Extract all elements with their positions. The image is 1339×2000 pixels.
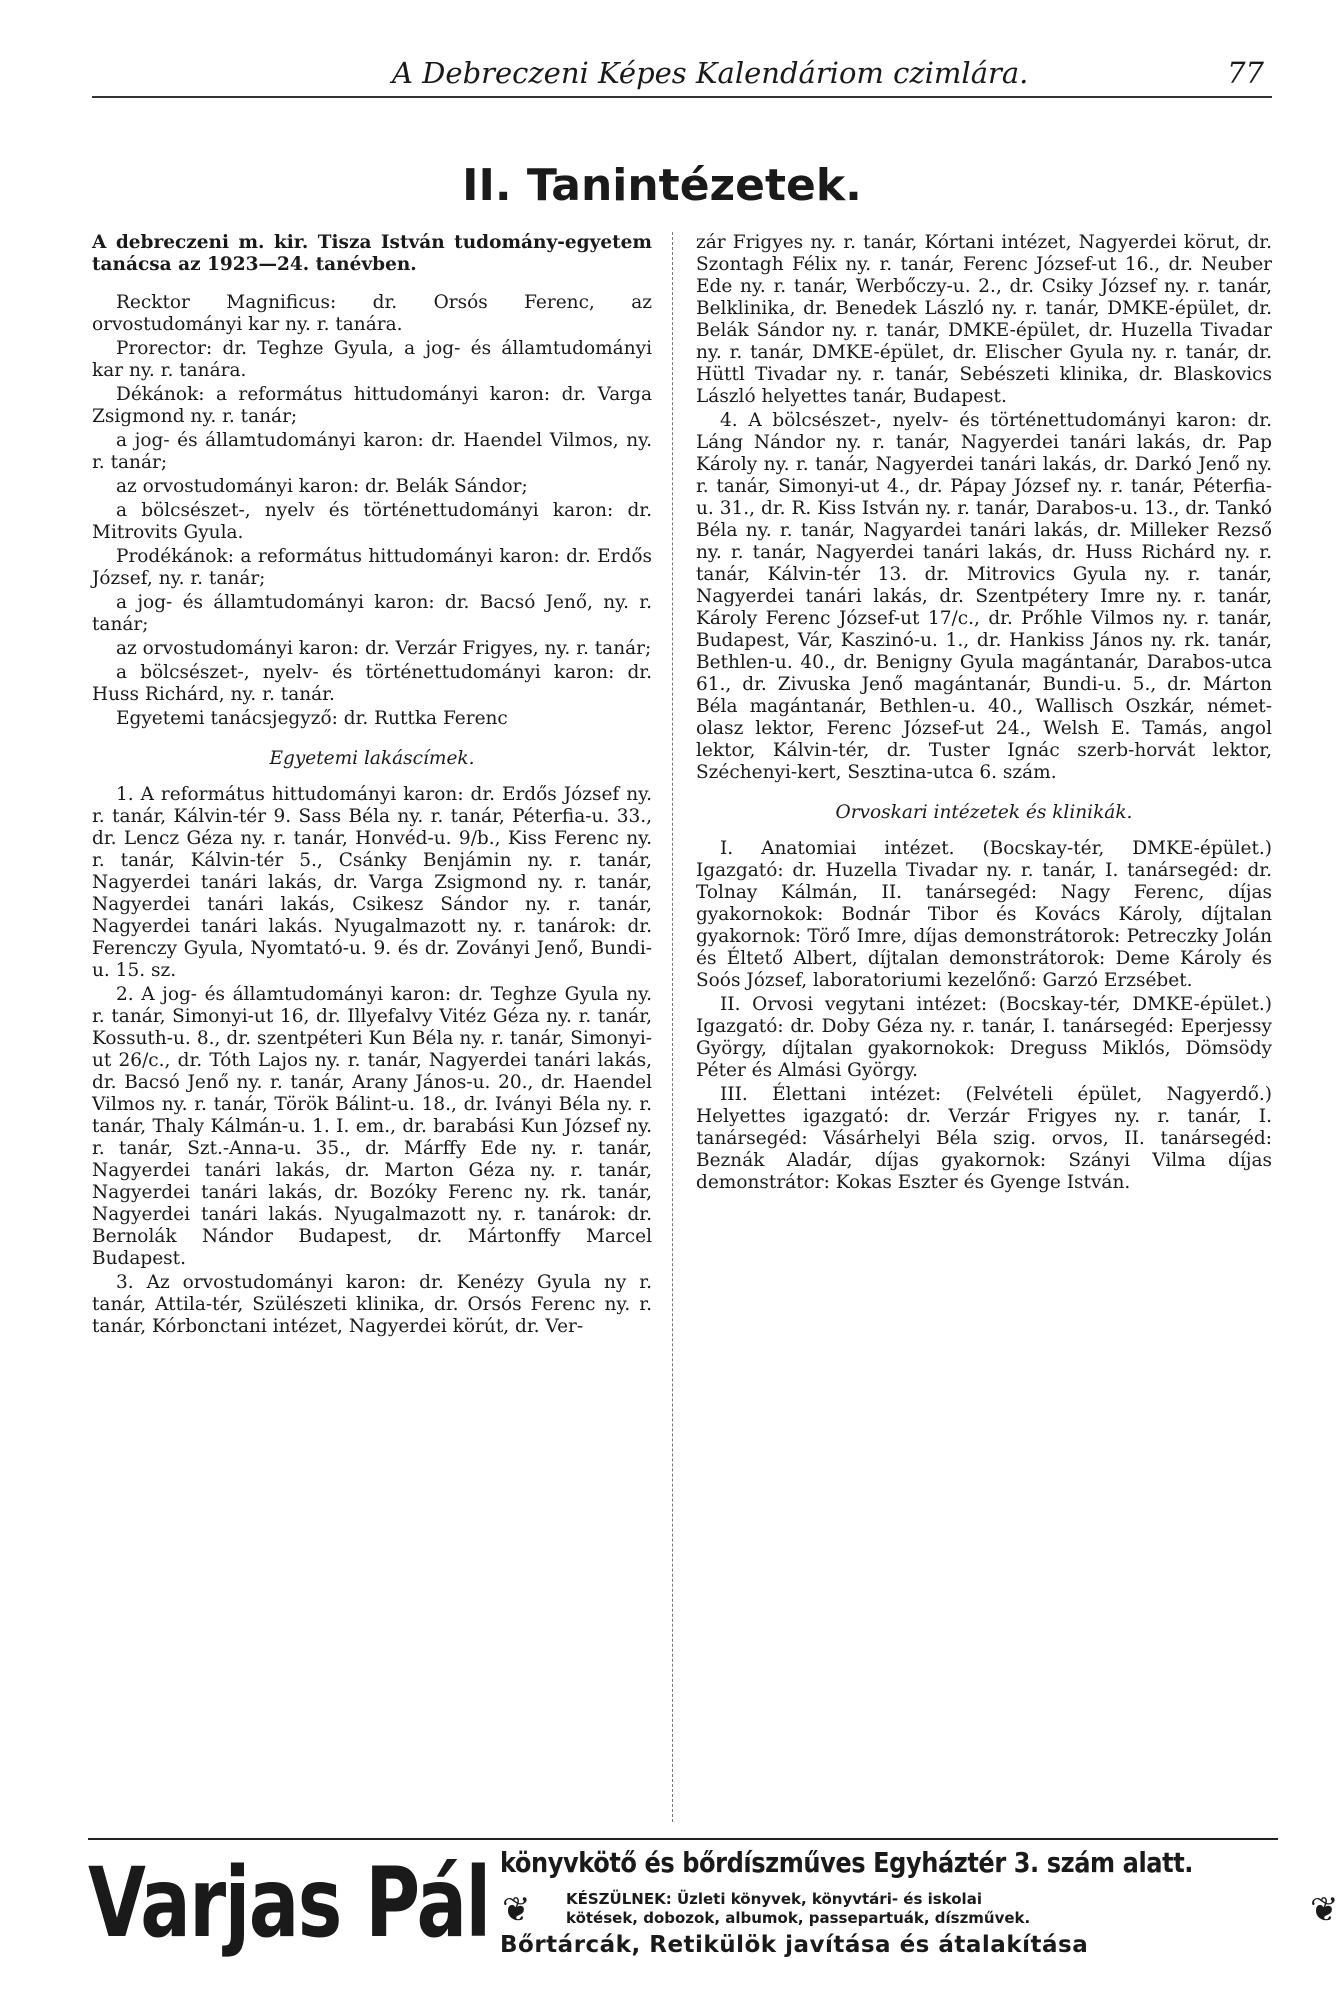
paragraph: I. Anatomiai intézet. (Bocskay-tér, DMKE-épület.) Igazgató: dr. Huzella Tivadar ny. r. tanár, I. tanársegéd: dr. Tolnay Kálmán, II. tanársegéd: Nagy Ferenc, díjas gyakornokok: Bodnár Tibor és Kovács Károly, díjtalan gyakornok: Törő Imre, díjas demonstrátorok: Petreczky Jolán és Éltető Albert, díjtalan demonstrátorok: Deme Károly és Soós József, laboratoriumi kezelőnő: Garzó Erzsébet. <box>696 838 1272 991</box>
paragraph: a jog- és államtudományi karon: dr. Bacsó Jenő, ny. r. tanár; <box>92 592 652 635</box>
paragraph: 1. A református hittudományi karon: dr. Erdős József ny. r. tanár, Kálvin-tér 9. Sass Béla ny. r. tanár, Péterfia-u. 33., dr. Lencz Géza ny. r. tanár, Honvéd-u. 9/b., Kiss Ferenc ny. r. tanár, Kálvin-tér 5., Csánky Benjámin ny. r. tanár, Nagyerdei tanári lakás, dr. Varga Zsigmond ny. r. tanár, Nagyerdei tanári lakás, Csikesz Sándor ny. r. tanár, Nagyerdei tanári lakás. Nyugalmazott ny. r. tanárok: dr. Ferenczy Gyula, Nyomtató-u. 9. és dr. Zoványi Jenő, Bundi-u. 15. sz. <box>92 784 652 981</box>
paragraph: Recktor Magnificus: dr. Orsós Ferenc, az orvostudományi kar ny. r. tanára. <box>92 292 652 335</box>
paragraph: II. Orvosi vegytani intézet: (Bocskay-tér, DMKE-épület.) Igazgató: dr. Doby Géza ny. r. tanár, I. tanársegéd: Eperjessy György, díjtalan gyakornokok: Dreguss Miklós, Dömsödy Péter és Almási György. <box>696 994 1272 1081</box>
running-title: A Debreczeni Képes Kalendáriom czimlára. <box>392 56 1029 90</box>
ornament-icon: ❦ <box>502 1890 531 1930</box>
paragraph: 3. Az orvostudományi karon: dr. Kenézy Gyula ny r. tanár, Attila-tér, Szülészeti klinika, dr. Orsós Ferenc ny. r. tanár, Kórbonctani intézet, Nagyerdei körút, dr. Ver- <box>92 1272 652 1337</box>
paragraph: Dékánok: a református hittudományi karon: dr. Varga Zsigmond ny. r. tanár; <box>92 384 652 427</box>
left-column <box>92 232 652 1340</box>
ad-headline: könyvkötő és bőrdíszműves Egyháztér 3. szám alatt. <box>500 1846 1193 1879</box>
ornament-icon: ❦ <box>1310 1890 1339 1930</box>
paragraph: Prodékánok: a református hittudományi karon: dr. Erdős József, ny. r. tanár; <box>92 546 652 589</box>
paragraph: 4. A bölcsészet-, nyelv- és történettudományi karon: dr. Láng Nándor ny. r. tanár, Nagyerdei tanári lakás, dr. Pap Károly ny. r. tanár, Nagyerdei tanári lakás, dr. Darkó Jenő ny. r. tanár, Simonyi-ut 4., dr. Pápay József ny. r. tanár, Péterfia-u. 31., dr. R. Kiss István ny. r. tanár, Darabos-u. 13., dr. Tankó Béla ny. r. tanár, Nagyardei tanári lakás, dr. Milleker Rezső ny. r. tanár, Nagyerdei tanári lakás, dr. Huss Richárd ny. r. tanár, Kálvin-tér 13. dr. Mitrovics Gyula ny. r. tanár, Nagyerdei tanári lakás, dr. Szentpétery Imre ny. r. tanár, Károly Ferenc József-ut 17/c., dr. Prőhle Vilmos ny. r. tanár, Budapest, Vár, Kaszinó-u. 1., dr. Hankiss János ny. rk. tanár, Bethlen-u. 40., dr. Benigny Gyula magántanár, Darabos-utca 61., dr. Zivuska Jenő magántanár, Bundi-u. 5., dr. Márton Béla magántanár, Bethlen-u. 40., Wallisch Oszkár, német-olasz lektor, Ferenc József-ut 24., Welsh E. Tamás, angol lektor, Kálvin-tér, dr. Tuster Ignác szerb-horvát lektor, Széchenyi-kert, Sesztina-utca 6. szám. <box>696 410 1272 783</box>
ad-made-label: KÉSZÜLNEK: <box>566 1890 672 1908</box>
page-number: 77 <box>1227 56 1264 90</box>
right-column <box>696 232 1272 1196</box>
subheading-addresses: Egyetemi lakáscímek. <box>269 748 475 769</box>
ad-made-line: Üzleti könyvek, könyvtári- és iskolai <box>676 1890 982 1908</box>
advertisement <box>88 1838 1339 1960</box>
paragraph: 2. A jog- és államtudományi karon: dr. Teghze Gyula ny. r. tanár, Simonyi-ut 16, dr. Illyefalvy Vitéz Géza ny. r. tanár, Kossuth-u. 8., dr. szentpéteri Kun Béla ny. r. tanár, Simonyi-ut 26/c., dr. Tóth Lajos ny. r. tanár, Nagyerdei tanári lakás, dr. Bacsó Jenő ny. r. tanár, Arany János-u. 20., dr. Haendel Vilmos ny. r. tanár, Török Bálint-u. 18., dr. Iványi Béla ny. r. tanár, Thaly Kálmán-u. 1. I. em., dr. barabási Kun József ny. r. tanár, Szt.-Anna-u. 35., dr. Márffy Ede ny. r. tanár, Nagyerdei tanári lakás, dr. Marton Géza ny. r. tanár, Nagyerdei tanári lakás, dr. Bozóky Ferenc ny. rk. tanár, Nagyerdei tanári lakás. Nyugalmazott ny. r. tanárok: dr. Bernolák Nándor Budapest, dr. Mártonffy Marcel Budapest. <box>92 984 652 1269</box>
paragraph: a bölcsészet-, nyelv- és történettudományi karon: dr. Huss Richárd, ny. r. tanár. <box>92 662 652 705</box>
column-divider <box>672 232 673 1822</box>
subheading-institutes: Orvoskari intézetek és klinikák. <box>835 802 1133 823</box>
paragraph: az orvostudományi karon: dr. Belák Sándor; <box>116 476 528 497</box>
ad-products <box>566 1890 1030 1928</box>
paragraph: Egyetemi tanácsjegyző: dr. Ruttka Ferenc <box>116 708 508 729</box>
paragraph: az orvostudományi karon: dr. Verzár Frigyes, ny. r. tanár; <box>116 638 652 659</box>
ad-name: Varjas Pál <box>88 1847 490 1959</box>
paragraph: zár Frigyes ny. r. tanár, Kórtani intézet, Nagyerdei körut, dr. Szontagh Félix ny. r. tanár, Ferenc József-ut 16., dr. Neuber Ede ny. r. tanár, Werbőczy-u. 2., dr. Csiky József ny. r. tanár, Belklinika, dr. Benedek László ny. r. tanár, DMKE-épület, dr. Belák Sándor ny. r. tanár, DMKE-épület, dr. Huzella Tivadar ny. r. tanár, DMKE-épület, dr. Elischer Gyula ny. r. tanár, dr. Hüttl Tivadar ny. r. tanár, Sebészeti klinika, dr. Blaskovics László helyettes tanár, Budapest. <box>696 232 1272 407</box>
ad-made-line: kötések, dobozok, albumok, passepartuák, díszművek. <box>566 1909 1031 1927</box>
council-heading: A debreczeni m. kir. Tisza István tudomány-egyetem tanácsa az 1923—24. tanévben. <box>92 232 652 275</box>
running-header <box>92 52 1272 98</box>
paragraph: a jog- és államtudományi karon: dr. Haendel Vilmos, ny. r. tanár; <box>92 430 652 473</box>
paragraph: III. Élettani intézet: (Felvételi épület, Nagyerdő.) Helyettes igazgató: dr. Verzár Frigyes ny. r. tanár, I. tanársegéd: Vásárhelyi Béla szig. orvos, II. tanársegéd: Beznák Aladár, díjas gyakornok: Szányi Vilma díjas demonstrátor: Kokas Eszter és Gyenge István. <box>696 1084 1272 1193</box>
ad-services: Bőrtárcák, Retikülök javítása és átalakítása <box>500 1932 1089 1958</box>
paragraph: Prorector: dr. Teghze Gyula, a jog- és államtudományi kar ny. r. tanára. <box>92 338 652 381</box>
section-title: II. Tanintézetek. <box>462 160 862 211</box>
paragraph: a bölcsészet-, nyelv és történettudományi karon: dr. Mitrovits Gyula. <box>92 500 652 543</box>
